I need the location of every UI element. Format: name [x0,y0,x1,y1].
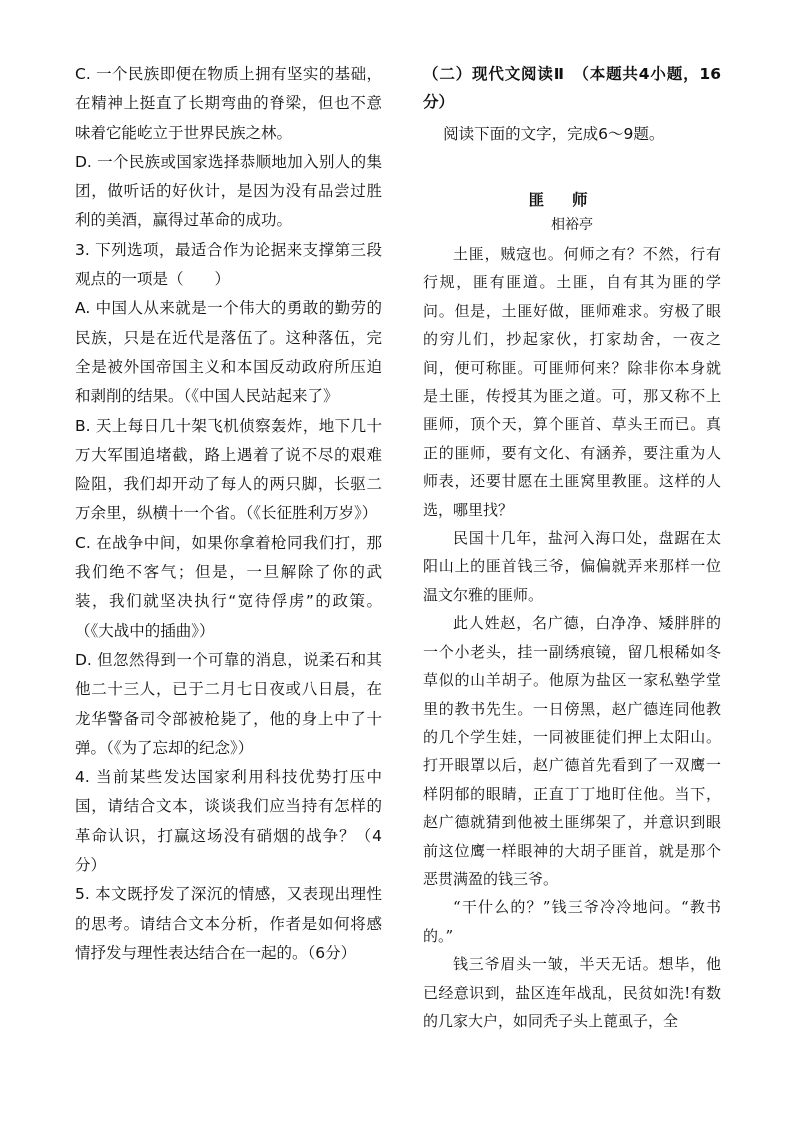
story-paragraph-3: 此人姓赵，名广德，白净净、矮胖胖的一个小老头，挂一副绣痕镜，留几根稀如冬草似的山羊胡子。他原为盐区一家私塾学堂里的教书先生。一日傍黑，赵广德连同他教的几个学生娃，一同被匪徒们押上太阳山。打开眼罩以后，赵广德首先看到了一双鹰一样阴郁的眼睛，正直丁丁地盯住他。当下，赵广德就猜到他被土匪绑架了，并意识到眼前这位鹰一样眼神的大胡子匪首，就是那个恶贯满盈的钱三爷。 [423,614,721,888]
reading-instruction: 阅读下面的文字，完成6～9题。 [443,125,665,143]
question-3-option-a: A. 中国人从来就是一个伟大的勇敢的勤劳的民族，只是在近代是落伍了。这种落伍，完全是被外国帝国主义和本国反动政府所压迫和剥削的结果。（《中国人民站起来了》 [75,299,382,406]
question-4: 4. 当前某些发达国家利用科技优势打压中国，请结合文本，谈谈我们应当持有怎样的革命认识，打赢这场没有硝烟的战争？（4分） [75,768,382,875]
question-3-option-b: B. 天上每日几十架飞机侦察轰炸，地下几十万大军围追堵截，路上遇着了说不尽的艰难险阻，我们却开动了每人的两只脚，长驱二万余里，纵横十一个省。（《长征胜利万岁》） [75,416,382,523]
story-author: 相裕亭 [551,217,593,233]
story-paragraph-2: 民国十几年，盐河入海口处，盘踞在太阳山上的匪首钱三爷，偏偏就弄来那样一位温文尔雅的匪师。 [423,529,721,604]
option-3c-text: C. 一个民族即便在物质上拥有坚实的基础，在精神上挺直了长期弯曲的脊梁，但也不意味着它能屹立于世界民族之林。 [75,65,382,142]
story-title: 匪师 [528,190,616,209]
story-paragraph-1: 土匪，贼寇也。何师之有？不然，行有行规，匪有匪道。土匪，自有其为匪的学问。但是，土匪好做，匪师难求。穷极了眼的穷儿们，抄起家伙，打家劫舍，一夜之间，便可称匪。可匪师何来？除非你本身就是土匪，传授其为匪之道。可，那又称不上匪师，顶个天，算个匪首、草头王而已。真正的匪师，要有文化、有涵养，要注重为人师表，还要甘愿在土匪窝里教匪。这样的人选，哪里找？ [423,245,721,519]
right-column [423,60,721,1035]
question-3: 3. 下列选项，最适合作为论据来支撑第三段观点的一项是（ ） [75,240,382,289]
section-title: （二）现代文阅读Ⅱ （本题共4小题，16分） [423,65,721,111]
story-paragraph-4: “干什么的？”钱三爷冷冷地问。“教书的。” [423,898,721,945]
question-3-option-c: C. 在战争中间，如果你拿着枪同我们打，那我们绝不客气；但是，一旦解除了你的武装，我们就坚决执行“宽待俘虏”的政策。（《大战中的插曲》） [75,533,382,640]
option-3d-text: D. 一个民族或国家选择恭顺地加入别人的集团，做听话的好伙计，是因为没有品尝过胜利的美酒，赢得过革命的成功。 [75,152,382,230]
left-column [75,60,382,968]
question-5: 5. 本文既抒发了深沉的情感，又表现出理性的思考。请结合文本分析，作者是如何将感情抒发与理性表达结合在一起的。（6分） [75,885,382,962]
story-paragraph-5: 钱三爷眉头一皱，半天无话。想毕，他已经意识到，盐区连年战乱，民贫如洗!有数的几家大户，如同秃子头上蓖虱子，全 [423,955,721,1030]
question-3-option-d: D. 但忽然得到一个可靠的消息，说柔石和其他二十三人，已于二月七日夜或八日晨，在龙华警备司令部被枪毙了，他的身上中了十弹。（《为了忘却的纪念》） [75,650,382,757]
